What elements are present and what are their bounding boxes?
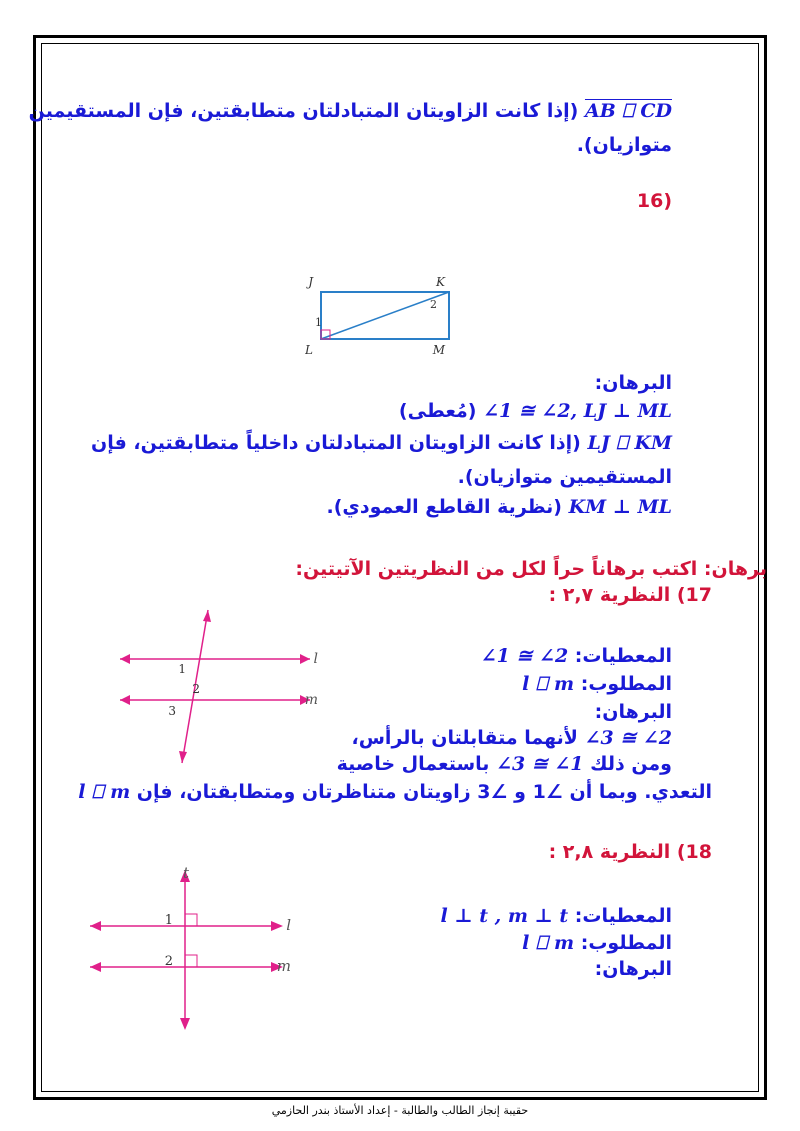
q17-proof-line1 (352, 727, 673, 749)
q17-prove-math: l ⎕ m (522, 673, 575, 695)
figure-17-label-2: 2 (192, 682, 200, 696)
figure-17-label-m: m (304, 692, 318, 708)
q17-proof-line2-text-b: باستعمال خاصية (336, 753, 490, 775)
figure-16-label-j: J (308, 275, 313, 289)
proof-16-step3-reason: (نظرية القاطع العمودي). (326, 496, 562, 518)
proof-prev-text: (إذا كانت الزاويتان المتبادلتان متطابقتين، فإن المستقيمين (28, 100, 579, 122)
figure-17-label-l: l (313, 651, 318, 667)
page-footer: حقيبة إنجاز الطالب والطالبة - إعداد الأستاذ بندر الحازمي (271, 1104, 529, 1117)
figure-18-label-l: l (286, 916, 291, 934)
question-16-number: (16 (636, 190, 672, 212)
figure-18-label-2: 2 (164, 954, 173, 969)
q18-given (441, 905, 672, 927)
proof-16-step3-math: KM ⊥ ML (568, 496, 672, 518)
q17-proof-line2 (337, 753, 672, 775)
proof-16-step2-math: LJ ⎕ KM (587, 432, 672, 454)
figure-18-label-1: 1 (164, 913, 173, 928)
proof-16-step2-reason: (إذا كانت الزاويتان المتبادلتان داخلياً متطابقتين، فإن (91, 432, 581, 454)
question-17-title: النظرية ٢,٧ : (548, 584, 671, 606)
q18-prove-math: l ⎕ m (522, 932, 575, 954)
figure-18-label-t: t (182, 864, 189, 882)
q17-proof-line3-text: التعدي. وبما أن ∠1 و ∠3 زاويتان متناظرتان ومتطابقتان، فإن (136, 781, 712, 803)
figure-17-parallel-lines-diagram (110, 605, 350, 770)
q18-prove (522, 932, 672, 954)
proof-16-step1-reason: (مُعطى) (398, 400, 477, 422)
proof-16-step2-cont: المستقيمين متوازيان). (457, 466, 672, 488)
figure-16-label-2: 2 (430, 298, 437, 311)
q17-prove-label: المطلوب: (580, 673, 672, 695)
figure-18-perpendicular-lines-diagram (85, 860, 325, 1035)
figure-16-label-m: M (432, 343, 445, 357)
proof-16-heading: البرهان: (594, 372, 672, 394)
q17-proof-line2-math: ∠3 ≅ ∠1 (496, 753, 584, 775)
proof-prev-line2: متوازيان). (576, 134, 672, 156)
figure-16-label-l: L (305, 343, 313, 357)
q17-proof-line3 (78, 781, 712, 803)
q17-proof-line3-math: l ⎕ m (78, 781, 131, 803)
question-18-title: النظرية ٢,٨ : (548, 841, 671, 863)
question-17-number: 17) (676, 584, 712, 606)
figure-18-label-m: m (276, 957, 291, 975)
question-18-header (549, 841, 712, 863)
q17-given-math: ∠1 ≅ ∠2 (480, 645, 569, 667)
proof-prev-line1 (29, 100, 672, 122)
q18-given-math: l ⊥ t , m ⊥ t (440, 905, 569, 927)
q17-given-label: المعطيات: (574, 645, 672, 667)
question-17-header (549, 584, 712, 606)
section-heading: برهان: اكتب برهاناً حراً لكل من النظريتين الآتيتين: (295, 558, 767, 580)
q17-proof-line2-text-a: ومن ذلك (590, 753, 672, 775)
q18-prove-label: المطلوب: (580, 932, 672, 954)
proof-16-step1 (399, 400, 672, 422)
q17-prove (522, 673, 672, 695)
proof-16-step1-math: ∠1 ≅ ∠2, LJ ⊥ ML (483, 400, 672, 422)
proof-16-step2 (91, 432, 672, 454)
figure-16-label-1: 1 (315, 316, 322, 329)
figure-16-label-k: K (436, 275, 445, 289)
proof-16-step3 (327, 496, 672, 518)
figure-17-label-3: 3 (168, 704, 176, 718)
q17-proof-line1-text: لأنهما متقابلتان بالرأس، (351, 727, 578, 749)
question-18-number: 18) (676, 841, 712, 863)
proof-prev-math: AB ⎕ CD (584, 100, 672, 122)
q18-given-label: المعطيات: (574, 905, 672, 927)
q17-proof-line1-math: ∠3 ≅ ∠2 (584, 727, 672, 749)
figure-16-rectangle-diagram (305, 270, 475, 360)
q17-proof-label: البرهان: (594, 701, 672, 723)
figure-17-label-1: 1 (178, 662, 186, 676)
q18-proof-label: البرهان: (594, 958, 672, 980)
q17-given (481, 645, 672, 667)
